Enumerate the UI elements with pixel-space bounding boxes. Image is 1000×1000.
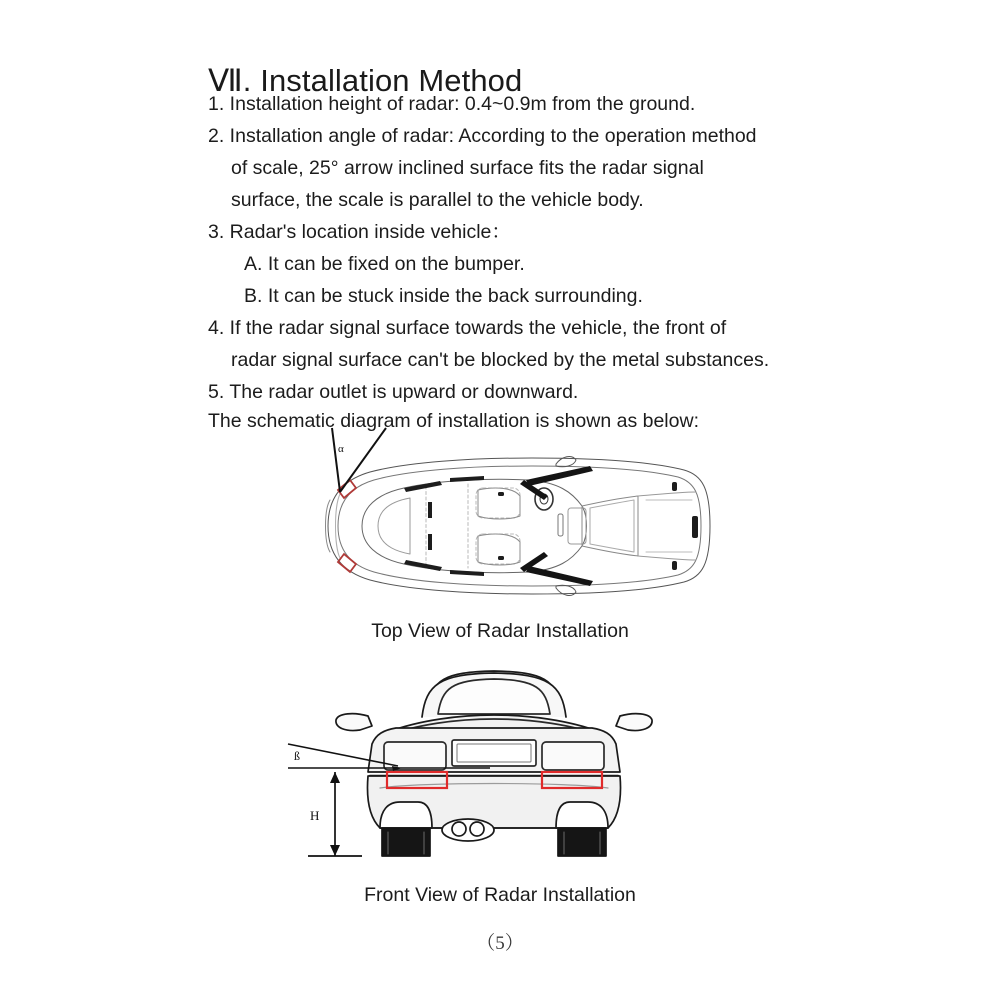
car-body-outline — [328, 458, 710, 594]
exhaust-pipes — [442, 819, 494, 841]
alpha-angle-label: α — [338, 443, 344, 455]
front-view-diagram — [280, 660, 710, 875]
instruction-line: 5. The radar outlet is upward or downward. — [208, 381, 579, 403]
height-label: H — [310, 808, 320, 823]
instruction-line: 2. Installation angle of radar: According to the operation method — [208, 125, 757, 147]
top-view-diagram — [300, 436, 720, 616]
instruction-line: 3. Radar's location inside vehicle： — [208, 221, 511, 243]
instruction-line: radar signal surface can't be blocked by the metal substances. — [231, 349, 770, 371]
tire-right — [558, 828, 606, 856]
instruction-line: surface, the scale is parallel to the vehicle body. — [231, 189, 644, 211]
page-number: （5） — [476, 933, 524, 954]
instruction-line: A. It can be fixed on the bumper. — [244, 253, 525, 275]
beta-angle-label: ß — [294, 749, 300, 763]
instruction-line: of scale, 25° arrow inclined surface fits the radar signal — [231, 157, 704, 179]
tire-left — [382, 828, 430, 856]
instruction-line: 1. Installation height of radar: 0.4~0.9m from the ground. — [208, 93, 696, 115]
mirror-left — [336, 714, 372, 731]
top-view-caption: Top View of Radar Installation — [371, 620, 629, 642]
page-title: Ⅶ. Installation Method — [208, 62, 523, 98]
instruction-list — [208, 88, 848, 408]
front-view-caption: Front View of Radar Installation — [364, 884, 636, 906]
instruction-line: 4. If the radar signal surface towards the vehicle, the front of — [208, 317, 727, 339]
instruction-line: B. It can be stuck inside the back surrounding. — [244, 285, 643, 307]
schematic-intro-text: The schematic diagram of installation is shown as below: — [208, 410, 699, 432]
mirror-right — [616, 714, 652, 731]
